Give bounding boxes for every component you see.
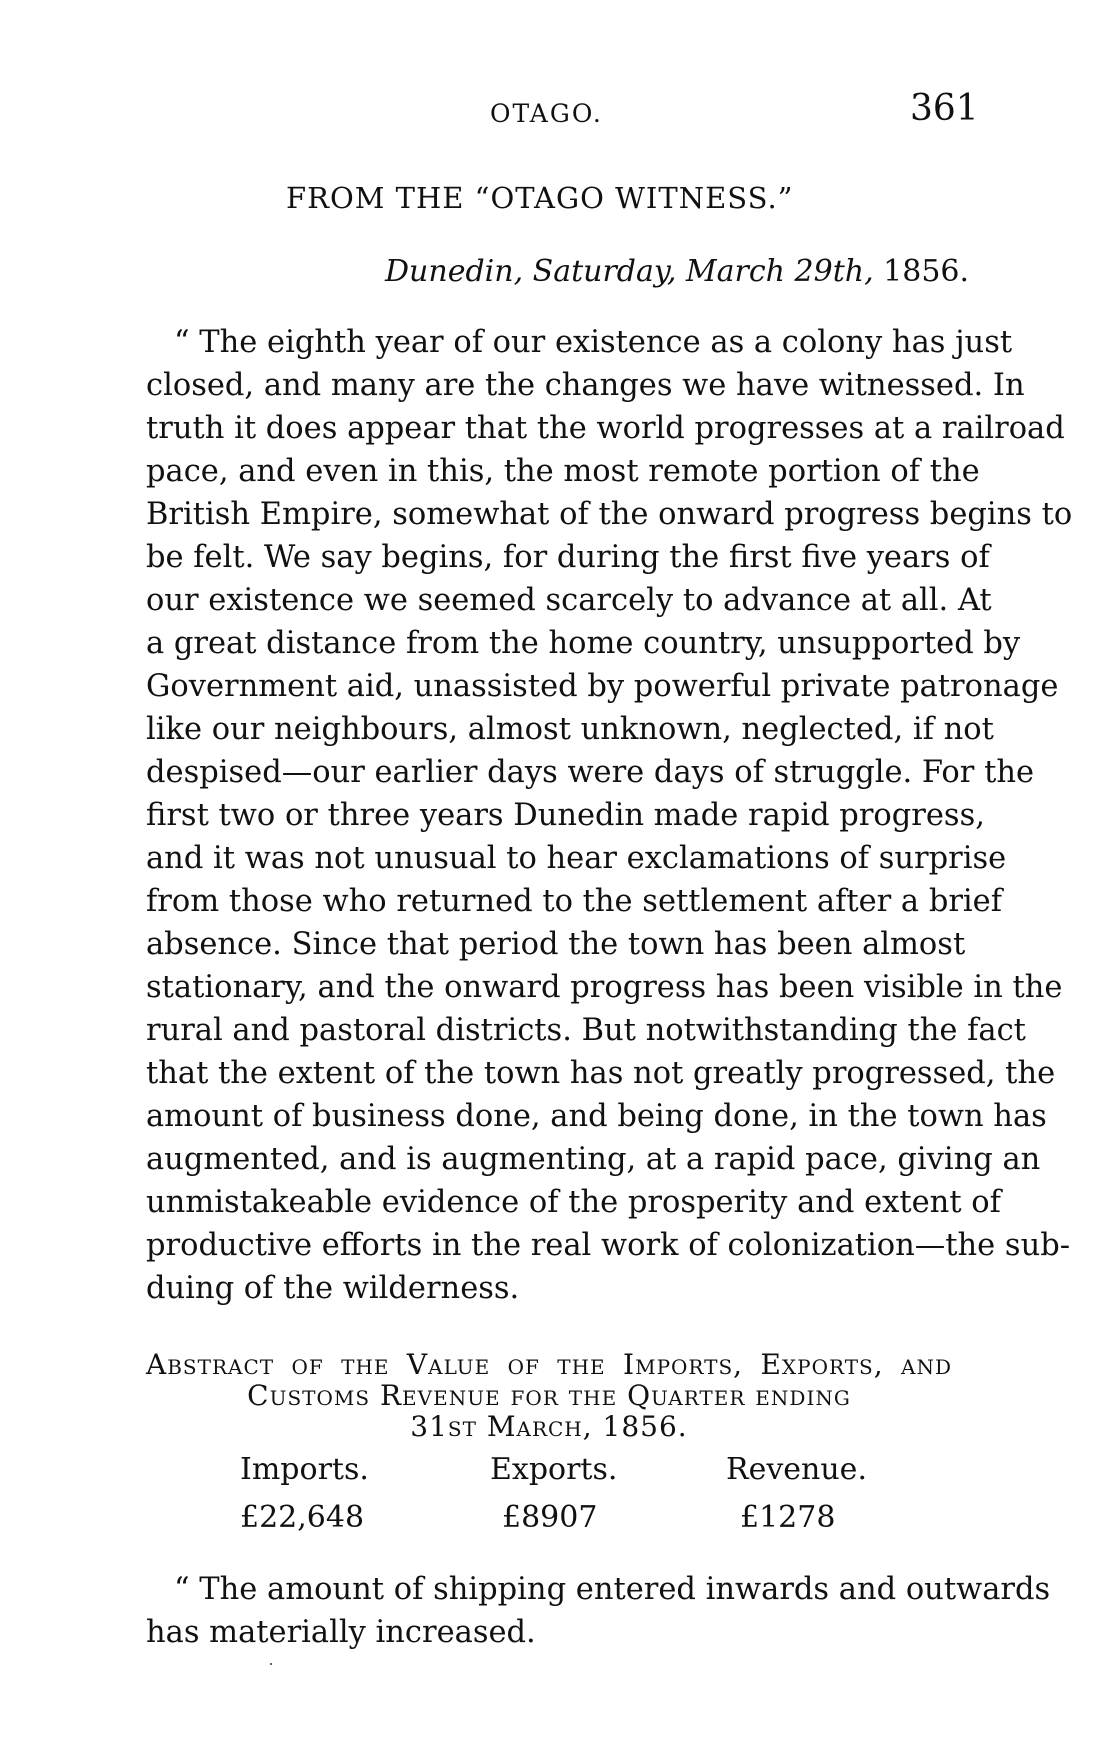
paragraph-line: closed, and many are the changes we have witnessed. In <box>146 368 1025 403</box>
paragraph-line: “ The eighth year of our existence as a colony has just <box>174 325 1013 360</box>
imports-value: £22,648 <box>240 1500 365 1535</box>
paragraph-line: augmented, and is augmenting, at a rapid pace, giving an <box>146 1142 1041 1177</box>
closing-line: “ The amount of shipping entered inwards and outwards <box>174 1572 1051 1607</box>
paragraph-line: a great distance from the home country, unsupported by <box>146 626 1021 661</box>
article-heading: FROM THE “OTAGO WITNESS.” <box>286 181 794 215</box>
paragraph-line: that the extent of the town has not greatly progressed, the <box>146 1056 1056 1091</box>
closing-line: has materially increased. <box>146 1615 536 1650</box>
abstract-title-line: Customs Revenue for the Quarter ending <box>247 1379 851 1412</box>
exports-label: Exports. <box>490 1452 618 1487</box>
paragraph-line: our existence we seemed scarcely to advance at all. At <box>146 583 992 618</box>
paragraph-line: like our neighbours, almost unknown, neglected, if not <box>146 712 994 747</box>
dateline-place-date: Dunedin, Saturday, March 29th, <box>385 254 874 289</box>
dateline-year: 1856. <box>883 254 970 289</box>
exports-value: £8907 <box>502 1500 598 1535</box>
paragraph-line: despised—our earlier days were days of struggle. For the <box>146 755 1035 790</box>
paragraph-line: productive efforts in the real work of colonization—the sub- <box>146 1228 1071 1263</box>
dateline <box>385 254 969 289</box>
imports-label: Imports. <box>240 1452 369 1487</box>
abstract-title-line: Abstract of the Value of the Imports, Exports, and <box>146 1348 952 1381</box>
paragraph-line: stationary, and the onward progress has been visible in the <box>146 970 1063 1005</box>
page-number: 361 <box>910 88 979 129</box>
paragraph-line: amount of business done, and being done, in the town has <box>146 1099 1047 1134</box>
paragraph-line: be felt. We say begins, for during the first five years of <box>146 540 990 575</box>
running-title: OTAGO. <box>490 99 603 128</box>
paragraph-line: truth it does appear that the world progresses at a railroad <box>146 411 1065 446</box>
revenue-label: Revenue. <box>726 1452 867 1487</box>
paragraph-line: first two or three years Dunedin made rapid progress, <box>146 798 985 833</box>
abstract-title-line: 31st March, 1856. <box>410 1410 688 1443</box>
stray-mark <box>270 1663 272 1665</box>
revenue-value: £1278 <box>740 1500 836 1535</box>
paragraph-line: pace, and even in this, the most remote portion of the <box>146 454 980 489</box>
paragraph-line: absence. Since that period the town has been almost <box>146 927 966 962</box>
paragraph-line: and it was not unusual to hear exclamations of surprise <box>146 841 1007 876</box>
paragraph-line: from those who returned to the settlement after a brief <box>146 884 1003 919</box>
paragraph-line: Government aid, unassisted by powerful private patronage <box>146 669 1059 704</box>
paragraph-line: duing of the wilderness. <box>146 1271 520 1306</box>
paragraph-line: unmistakeable evidence of the prosperity and extent of <box>146 1185 1001 1220</box>
paragraph-line: British Empire, somewhat of the onward progress begins to <box>146 497 1073 532</box>
paragraph-line: rural and pastoral districts. But notwithstanding the fact <box>146 1013 1026 1048</box>
